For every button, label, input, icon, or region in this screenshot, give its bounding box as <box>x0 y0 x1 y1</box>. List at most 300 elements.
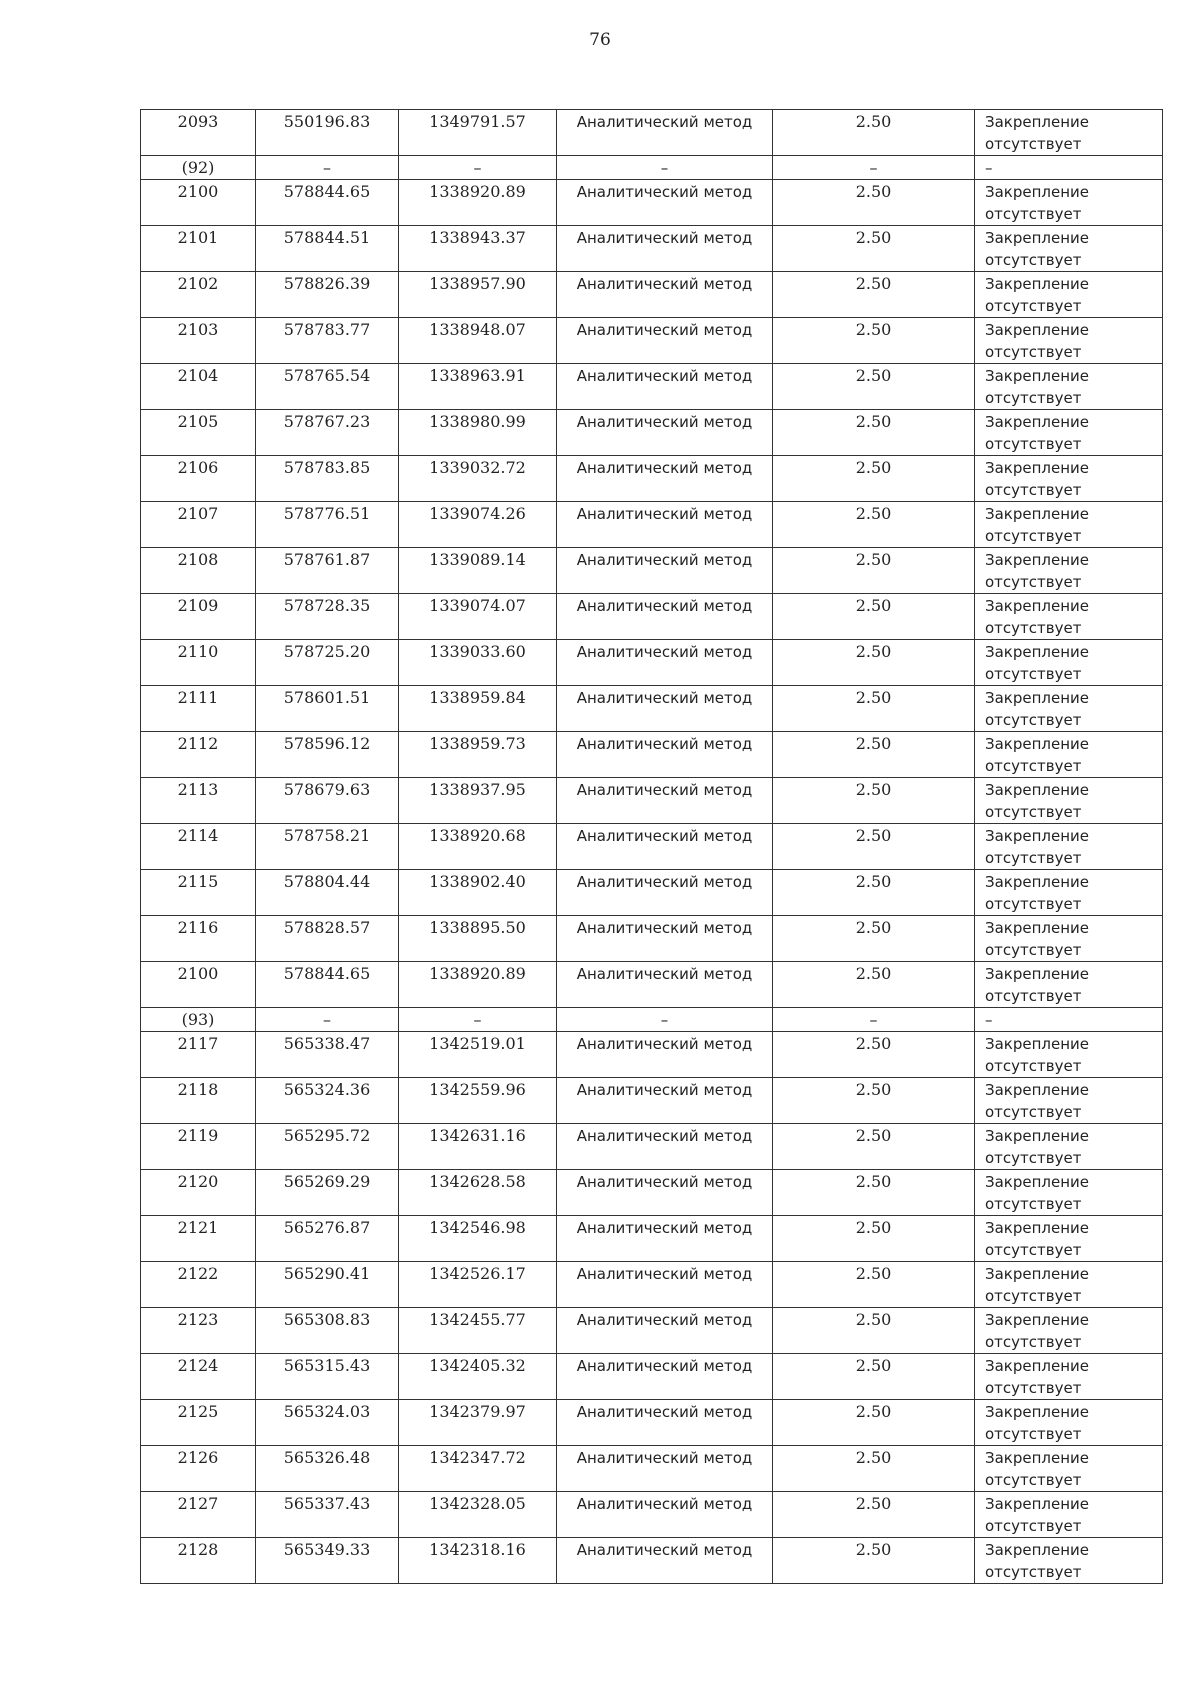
point-number-cell-text: (92) <box>181 158 215 177</box>
point-number-cell-text: 2116 <box>177 918 219 937</box>
point-number-cell <box>141 1308 256 1354</box>
method-cell <box>557 226 773 272</box>
point-number-cell <box>141 1008 256 1032</box>
point-number-cell-text: 2111 <box>177 688 219 707</box>
x-coordinate-cell <box>256 824 399 870</box>
x-coordinate-cell-text: 578767.23 <box>283 412 371 431</box>
x-coordinate-cell-text: 578783.85 <box>283 458 371 477</box>
point-number-cell <box>141 180 256 226</box>
accuracy-cell-text: 2.50 <box>855 1540 892 1559</box>
accuracy-cell <box>773 410 975 456</box>
accuracy-cell <box>773 1354 975 1400</box>
y-coordinate-cell-text: 1338937.95 <box>429 780 526 799</box>
method-cell-text: Аналитический метод <box>576 183 753 201</box>
x-coordinate-cell-text: 565337.43 <box>283 1494 371 1513</box>
method-cell-text: Аналитический метод <box>576 1449 753 1467</box>
y-coordinate-cell-text: 1342347.72 <box>429 1448 526 1467</box>
x-coordinate-cell-text: 578844.65 <box>283 182 371 201</box>
y-coordinate-cell-text: 1338948.07 <box>429 320 526 339</box>
accuracy-cell <box>773 870 975 916</box>
fixation-cell-text: Закрепление отсутствует <box>985 1403 1090 1443</box>
x-coordinate-cell-text: 578826.39 <box>283 274 371 293</box>
method-cell <box>557 594 773 640</box>
point-number-cell <box>141 272 256 318</box>
fixation-cell <box>975 594 1163 640</box>
accuracy-cell-text: 2.50 <box>855 366 892 385</box>
fixation-cell <box>975 1078 1163 1124</box>
fixation-cell <box>975 1446 1163 1492</box>
fixation-cell-text: Закрепление отсутствует <box>985 229 1090 269</box>
accuracy-cell-text: 2.50 <box>855 228 892 247</box>
fixation-cell <box>975 318 1163 364</box>
accuracy-cell <box>773 686 975 732</box>
fixation-cell <box>975 1308 1163 1354</box>
x-coordinate-cell-text: 578725.20 <box>283 642 371 661</box>
point-number-cell-text: 2120 <box>177 1172 219 1191</box>
x-coordinate-cell-text: – <box>323 1010 331 1029</box>
x-coordinate-cell <box>256 778 399 824</box>
method-cell <box>557 156 773 180</box>
accuracy-cell-text: 2.50 <box>855 918 892 937</box>
accuracy-cell-text: 2.50 <box>855 1402 892 1421</box>
fixation-cell-text: Закрепление отсутствует <box>985 1541 1090 1581</box>
fixation-cell-text: Закрепление отсутствует <box>985 367 1090 407</box>
x-coordinate-cell-text: 565324.03 <box>283 1402 371 1421</box>
accuracy-cell <box>773 1170 975 1216</box>
x-coordinate-cell-text: 578828.57 <box>283 918 371 937</box>
accuracy-cell-text: 2.50 <box>855 1034 892 1053</box>
fixation-cell <box>975 456 1163 502</box>
point-number-cell <box>141 778 256 824</box>
point-number-cell <box>141 1446 256 1492</box>
y-coordinate-cell-text: 1338959.84 <box>429 688 526 707</box>
table-row <box>141 916 1163 962</box>
point-number-cell <box>141 686 256 732</box>
y-coordinate-cell-text: 1338980.99 <box>429 412 526 431</box>
method-cell-text: Аналитический метод <box>576 735 753 753</box>
x-coordinate-cell <box>256 364 399 410</box>
accuracy-cell <box>773 824 975 870</box>
x-coordinate-cell-text: 565295.72 <box>283 1126 371 1145</box>
y-coordinate-cell-text: 1342379.97 <box>429 1402 526 1421</box>
x-coordinate-cell-text: 565276.87 <box>283 1218 371 1237</box>
y-coordinate-cell-text: 1338902.40 <box>429 872 526 891</box>
point-number-cell <box>141 1492 256 1538</box>
fixation-cell <box>975 686 1163 732</box>
x-coordinate-cell <box>256 1446 399 1492</box>
accuracy-cell <box>773 318 975 364</box>
point-number-cell <box>141 548 256 594</box>
accuracy-cell <box>773 1446 975 1492</box>
y-coordinate-cell <box>399 456 557 502</box>
table-row <box>141 778 1163 824</box>
point-number-cell-text: 2122 <box>177 1264 219 1283</box>
x-coordinate-cell <box>256 1216 399 1262</box>
y-coordinate-cell-text: 1338963.91 <box>429 366 526 385</box>
method-cell <box>557 1400 773 1446</box>
method-cell-text: Аналитический метод <box>576 1127 753 1145</box>
point-number-cell-text: 2115 <box>177 872 219 891</box>
y-coordinate-cell-text: 1339033.60 <box>429 642 526 661</box>
accuracy-cell-text: – <box>869 1010 878 1029</box>
fixation-cell-text: Закрепление отсутствует <box>985 505 1090 545</box>
point-number-cell-text: 2128 <box>177 1540 219 1559</box>
x-coordinate-cell-text: 565315.43 <box>283 1356 371 1375</box>
accuracy-cell <box>773 732 975 778</box>
table-row <box>141 962 1163 1008</box>
method-cell-text: Аналитический метод <box>576 1357 753 1375</box>
table-row <box>141 1216 1163 1262</box>
method-cell <box>557 502 773 548</box>
fixation-cell-text: – <box>985 159 993 177</box>
accuracy-cell-text: 2.50 <box>855 1310 892 1329</box>
accuracy-cell <box>773 1032 975 1078</box>
method-cell <box>557 640 773 686</box>
method-cell-text: Аналитический метод <box>576 551 753 569</box>
method-cell-text: Аналитический метод <box>576 459 753 477</box>
accuracy-cell-text: 2.50 <box>855 112 892 131</box>
fixation-cell <box>975 502 1163 548</box>
method-cell <box>557 1032 773 1078</box>
y-coordinate-cell <box>399 180 557 226</box>
x-coordinate-cell <box>256 110 399 156</box>
method-cell <box>557 1170 773 1216</box>
fixation-cell <box>975 778 1163 824</box>
accuracy-cell-text: 2.50 <box>855 734 892 753</box>
y-coordinate-cell <box>399 548 557 594</box>
x-coordinate-cell <box>256 1538 399 1584</box>
y-coordinate-cell <box>399 1078 557 1124</box>
accuracy-cell <box>773 1078 975 1124</box>
method-cell-text: Аналитический метод <box>576 413 753 431</box>
accuracy-cell <box>773 1216 975 1262</box>
x-coordinate-cell-text: 578776.51 <box>283 504 371 523</box>
x-coordinate-cell-text: 578679.63 <box>283 780 371 799</box>
accuracy-cell-text: 2.50 <box>855 780 892 799</box>
accuracy-cell-text: 2.50 <box>855 964 892 983</box>
method-cell-text: Аналитический метод <box>576 1311 753 1329</box>
table-row <box>141 364 1163 410</box>
accuracy-cell <box>773 778 975 824</box>
accuracy-cell-text: 2.50 <box>855 274 892 293</box>
fixation-cell <box>975 916 1163 962</box>
method-cell-text: Аналитический метод <box>576 597 753 615</box>
y-coordinate-cell-text: 1342559.96 <box>429 1080 526 1099</box>
fixation-cell <box>975 110 1163 156</box>
accuracy-cell-text: 2.50 <box>855 1126 892 1145</box>
point-number-cell <box>141 594 256 640</box>
point-number-cell-text: 2106 <box>177 458 219 477</box>
y-coordinate-cell <box>399 1492 557 1538</box>
method-cell-text: Аналитический метод <box>576 229 753 247</box>
y-coordinate-cell <box>399 824 557 870</box>
x-coordinate-cell <box>256 640 399 686</box>
table-row <box>141 456 1163 502</box>
x-coordinate-cell-text: 578765.54 <box>283 366 371 385</box>
accuracy-cell-text: 2.50 <box>855 182 892 201</box>
x-coordinate-cell-text: 565326.48 <box>283 1448 371 1467</box>
y-coordinate-cell-text: 1338920.89 <box>429 964 526 983</box>
y-coordinate-cell <box>399 110 557 156</box>
point-number-cell <box>141 1078 256 1124</box>
table-body <box>141 110 1163 1584</box>
y-coordinate-cell <box>399 1400 557 1446</box>
table-row <box>141 318 1163 364</box>
method-cell-text: Аналитический метод <box>576 367 753 385</box>
point-number-cell <box>141 364 256 410</box>
x-coordinate-cell <box>256 272 399 318</box>
y-coordinate-cell <box>399 1032 557 1078</box>
point-number-cell <box>141 456 256 502</box>
fixation-cell-text: Закрепление отсутствует <box>985 551 1090 591</box>
accuracy-cell <box>773 1008 975 1032</box>
fixation-cell-text: Закрепление отсутствует <box>985 965 1090 1005</box>
accuracy-cell-text: 2.50 <box>855 596 892 615</box>
y-coordinate-cell-text: 1342631.16 <box>429 1126 526 1145</box>
point-number-cell-text: 2100 <box>177 182 219 201</box>
fixation-cell-text: Закрепление отсутствует <box>985 873 1090 913</box>
method-cell <box>557 548 773 594</box>
point-number-cell <box>141 1124 256 1170</box>
fixation-cell <box>975 732 1163 778</box>
x-coordinate-cell <box>256 962 399 1008</box>
accuracy-cell <box>773 1124 975 1170</box>
y-coordinate-cell <box>399 1538 557 1584</box>
point-number-cell-text: 2093 <box>177 112 219 131</box>
fixation-cell-text: Закрепление отсутствует <box>985 1173 1090 1213</box>
y-coordinate-cell-text: 1342318.16 <box>429 1540 526 1559</box>
table-row <box>141 110 1163 156</box>
fixation-cell-text: Закрепление отсутствует <box>985 597 1090 637</box>
x-coordinate-cell <box>256 1078 399 1124</box>
table-row <box>141 1124 1163 1170</box>
y-coordinate-cell-text: 1338959.73 <box>429 734 526 753</box>
y-coordinate-cell <box>399 1308 557 1354</box>
fixation-cell <box>975 364 1163 410</box>
method-cell <box>557 272 773 318</box>
x-coordinate-cell <box>256 226 399 272</box>
fixation-cell-text: Закрепление отсутствует <box>985 919 1090 959</box>
fixation-cell <box>975 548 1163 594</box>
method-cell <box>557 1078 773 1124</box>
x-coordinate-cell <box>256 1262 399 1308</box>
method-cell-text: Аналитический метод <box>576 1541 753 1559</box>
method-cell-text: Аналитический метод <box>576 781 753 799</box>
point-number-cell-text: 2102 <box>177 274 219 293</box>
y-coordinate-cell-text: 1338957.90 <box>429 274 526 293</box>
y-coordinate-cell <box>399 1262 557 1308</box>
y-coordinate-cell <box>399 502 557 548</box>
method-cell <box>557 318 773 364</box>
x-coordinate-cell <box>256 410 399 456</box>
fixation-cell-text: Закрепление отсутствует <box>985 735 1090 775</box>
fixation-cell <box>975 1216 1163 1262</box>
fixation-cell-text: Закрепление отсутствует <box>985 827 1090 867</box>
y-coordinate-cell <box>399 640 557 686</box>
y-coordinate-cell <box>399 318 557 364</box>
accuracy-cell <box>773 364 975 410</box>
accuracy-cell <box>773 1492 975 1538</box>
fixation-cell-text: Закрепление отсутствует <box>985 321 1090 361</box>
fixation-cell-text: Закрепление отсутствует <box>985 1265 1090 1305</box>
table-row <box>141 410 1163 456</box>
x-coordinate-cell <box>256 1170 399 1216</box>
method-cell-text: Аналитический метод <box>576 1265 753 1283</box>
fixation-cell <box>975 156 1163 180</box>
x-coordinate-cell-text: 578844.65 <box>283 964 371 983</box>
method-cell-text: Аналитический метод <box>576 1495 753 1513</box>
fixation-cell <box>975 226 1163 272</box>
y-coordinate-cell <box>399 870 557 916</box>
y-coordinate-cell-text: 1339032.72 <box>429 458 526 477</box>
method-cell <box>557 1124 773 1170</box>
point-number-cell <box>141 916 256 962</box>
accuracy-cell-text: 2.50 <box>855 1218 892 1237</box>
x-coordinate-cell <box>256 686 399 732</box>
x-coordinate-cell-text: 565308.83 <box>283 1310 371 1329</box>
method-cell <box>557 1446 773 1492</box>
point-number-cell <box>141 1262 256 1308</box>
point-number-cell <box>141 156 256 180</box>
fixation-cell-text: Закрепление отсутствует <box>985 413 1090 453</box>
y-coordinate-cell-text: 1339074.07 <box>429 596 526 615</box>
point-number-cell <box>141 110 256 156</box>
table-row <box>141 1492 1163 1538</box>
fixation-cell-text: Закрепление отсутствует <box>985 183 1090 223</box>
fixation-cell <box>975 272 1163 318</box>
y-coordinate-cell <box>399 778 557 824</box>
x-coordinate-cell-text: 578761.87 <box>283 550 371 569</box>
y-coordinate-cell-text: 1342455.77 <box>429 1310 526 1329</box>
accuracy-cell-text: 2.50 <box>855 1356 892 1375</box>
fixation-cell-text: – <box>985 1011 993 1029</box>
point-number-cell-text: 2112 <box>177 734 219 753</box>
y-coordinate-cell-text: – <box>473 1010 482 1029</box>
method-cell <box>557 180 773 226</box>
fixation-cell <box>975 962 1163 1008</box>
x-coordinate-cell <box>256 456 399 502</box>
table-row <box>141 732 1163 778</box>
y-coordinate-cell <box>399 364 557 410</box>
point-number-cell <box>141 226 256 272</box>
point-number-cell-text: 2104 <box>177 366 219 385</box>
y-coordinate-cell-text: 1338920.89 <box>429 182 526 201</box>
y-coordinate-cell <box>399 1170 557 1216</box>
method-cell <box>557 1538 773 1584</box>
y-coordinate-cell <box>399 962 557 1008</box>
fixation-cell <box>975 180 1163 226</box>
y-coordinate-cell-text: 1342328.05 <box>429 1494 526 1513</box>
fixation-cell-text: Закрепление отсутствует <box>985 1357 1090 1397</box>
point-number-cell-text: 2105 <box>177 412 219 431</box>
method-cell-text: Аналитический метод <box>576 1403 753 1421</box>
method-cell <box>557 732 773 778</box>
fixation-cell <box>975 824 1163 870</box>
x-coordinate-cell <box>256 502 399 548</box>
y-coordinate-cell <box>399 1354 557 1400</box>
fixation-cell-text: Закрепление отсутствует <box>985 1219 1090 1259</box>
point-number-cell <box>141 640 256 686</box>
accuracy-cell-text: 2.50 <box>855 1264 892 1283</box>
method-cell-text: Аналитический метод <box>576 1081 753 1099</box>
accuracy-cell-text: 2.50 <box>855 412 892 431</box>
point-number-cell-text: 2109 <box>177 596 219 615</box>
method-cell-text: Аналитический метод <box>576 689 753 707</box>
accuracy-cell <box>773 1400 975 1446</box>
point-number-cell-text: 2113 <box>177 780 219 799</box>
accuracy-cell-text: 2.50 <box>855 1494 892 1513</box>
point-number-cell-text: 2114 <box>177 826 219 845</box>
table-row <box>141 640 1163 686</box>
x-coordinate-cell <box>256 1492 399 1538</box>
method-cell-text: – <box>660 159 669 177</box>
fixation-cell <box>975 410 1163 456</box>
accuracy-cell-text: 2.50 <box>855 320 892 339</box>
fixation-cell-text: Закрепление отсутствует <box>985 1081 1090 1121</box>
method-cell-text: Аналитический метод <box>576 275 753 293</box>
accuracy-cell-text: 2.50 <box>855 504 892 523</box>
table-row <box>141 824 1163 870</box>
fixation-cell <box>975 1492 1163 1538</box>
x-coordinate-cell <box>256 548 399 594</box>
method-cell <box>557 962 773 1008</box>
point-number-cell-text: 2117 <box>177 1034 219 1053</box>
accuracy-cell-text: – <box>869 158 878 177</box>
fixation-cell <box>975 1032 1163 1078</box>
accuracy-cell-text: 2.50 <box>855 688 892 707</box>
point-number-cell-text: 2119 <box>177 1126 219 1145</box>
fixation-cell <box>975 1400 1163 1446</box>
y-coordinate-cell <box>399 1008 557 1032</box>
point-number-cell <box>141 824 256 870</box>
point-number-cell-text: 2123 <box>177 1310 219 1329</box>
method-cell <box>557 364 773 410</box>
x-coordinate-cell-text: 565349.33 <box>283 1540 371 1559</box>
method-cell-text: Аналитический метод <box>576 919 753 937</box>
accuracy-cell <box>773 226 975 272</box>
table-row <box>141 1400 1163 1446</box>
x-coordinate-cell-text: 578758.21 <box>283 826 371 845</box>
y-coordinate-cell-text: 1338920.68 <box>429 826 526 845</box>
y-coordinate-cell-text: 1342519.01 <box>429 1034 526 1053</box>
method-cell <box>557 870 773 916</box>
x-coordinate-cell-text: 578601.51 <box>283 688 371 707</box>
method-cell-text: Аналитический метод <box>576 827 753 845</box>
x-coordinate-cell-text: 578728.35 <box>283 596 371 615</box>
accuracy-cell-text: 2.50 <box>855 1080 892 1099</box>
method-cell-text: Аналитический метод <box>576 321 753 339</box>
fixation-cell <box>975 640 1163 686</box>
accuracy-cell <box>773 502 975 548</box>
fixation-cell <box>975 1538 1163 1584</box>
point-number-cell <box>141 1538 256 1584</box>
point-number-cell <box>141 732 256 778</box>
point-number-cell <box>141 1400 256 1446</box>
y-coordinate-cell <box>399 916 557 962</box>
table-row <box>141 272 1163 318</box>
group-row <box>141 156 1163 180</box>
point-number-cell <box>141 1170 256 1216</box>
method-cell-text: Аналитический метод <box>576 1035 753 1053</box>
fixation-cell <box>975 870 1163 916</box>
fixation-cell-text: Закрепление отсутствует <box>985 459 1090 499</box>
fixation-cell-text: Закрепление отсутствует <box>985 1127 1090 1167</box>
point-number-cell <box>141 502 256 548</box>
point-number-cell <box>141 1354 256 1400</box>
x-coordinate-cell <box>256 1032 399 1078</box>
table-row <box>141 548 1163 594</box>
x-coordinate-cell-text: 565290.41 <box>283 1264 371 1283</box>
